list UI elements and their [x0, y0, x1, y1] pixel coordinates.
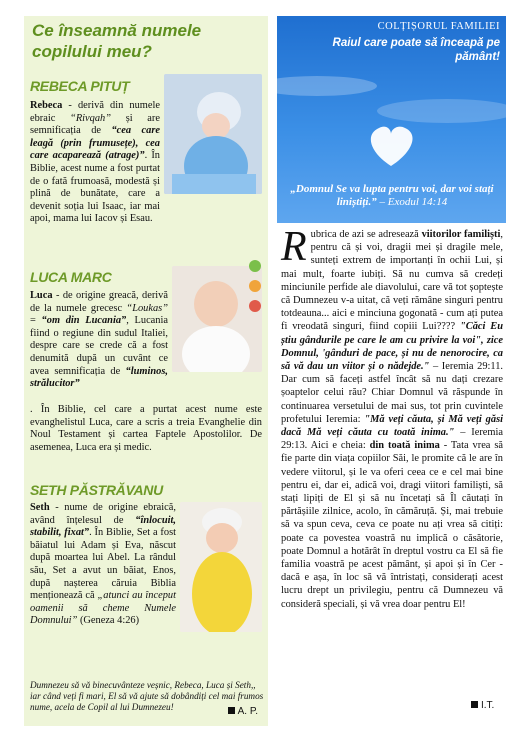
- end-square-icon: [471, 701, 478, 708]
- section-text-luca: Luca - de origine greacă, derivă de la numele grecesc “Loukas” = “om din Lucania”, Lucania fiind o regiune din sudul Italiei, despre care se crede că a fost denumită după un cuvânt ce avea semnificația de “luminos, strălucitor”: [30, 290, 168, 390]
- photo-rebeca: [164, 74, 262, 194]
- photo-seth: [180, 502, 262, 632]
- section-heading-luca: LUCA MARC: [30, 269, 112, 285]
- column-label: COLȚIȘORUL FAMILIEI: [377, 21, 500, 32]
- author-signature-left: A. P.: [228, 706, 258, 717]
- column-title: Ce înseamnă numele copilului meu?: [32, 21, 202, 61]
- toy-icon: [247, 258, 263, 318]
- section-heading-seth: SETH PĂSTRĂVANU: [30, 482, 163, 498]
- section-heading-rebeca: REBECA PITUȚ: [30, 78, 130, 94]
- sky-quote: „Domnul Se va lupta pentru voi, dar voi stați liniștiți.” – Exodul 14:14: [290, 183, 494, 208]
- blessing-note: Dumnezeu să vă binecuvânteze veșnic, Rebeca, Luca și Seth,, iar când veți fi mari, El să vă ajute să dobândiți cel mai frumos nume, acela de Copil al lui Dumnezeu!: [30, 680, 264, 712]
- drop-cap: R: [281, 224, 307, 270]
- section-text-rebeca: Rebeca - derivă din numele ebraic “Rivqah” și are semnificația de “cea care leagă (prin frumusețe), cea care acaparează (atrage)”. În Biblie, acest nume a fost purtat de o fată frumoasă, modestă și plină de bunătate, care a devenit soția lui Isaac, iar mai apoi, mama lui Iacov și Esau.: [30, 100, 160, 225]
- section-text-seth: Seth - nume de origine ebraică, având înțelesul de “înlocuit, stabilit, fixat”. În Biblie, Set a fost băiatul lui Adam și Eva, născut după moartea lui Abel. La rândul său, Set a avut un băiat, Enos, după nașterea căruia Biblia menționează că „atunci au început oamenii să cheme Numele Domnului” (Geneza 4:26): [30, 502, 176, 627]
- end-square-icon: [228, 707, 235, 714]
- sky-banner: [277, 16, 506, 223]
- author-signature-right: I.T.: [471, 700, 494, 711]
- section-text-luca-cont: . În Biblie, cel care a purtat acest nume este evanghelistul Luca, care a scris a treia Evanghelie din Noul Testament și cartea Faptele Apostolilor. De asemenea, Luca era și medic.: [30, 404, 262, 453]
- baby-photo-icon: [180, 502, 262, 632]
- article-text: Rubrica de azi se adresează viitorilor familiști, pentru că și voi, dragii mei și dragile mele, sunteți extrem de importanți în ochii Lui, și mai mult, foarte iubiți. Să nu cumva să credeți minciunile perfide ale diavolului, care vă tot șoptește că Dumnezeu v-a uitat, că veți rămâne singuri pentru totdeauna... aici e minciuna gogonată - cum ați putea fi vreodată singuri, fiind copiii Lui???? "Căci Eu știu gândurile pe care le am cu privire la voi", zice Domnul, 'gânduri de pace, și nu de nenorocire, ca să vă dau un viitor și o nădejde." – Ieremia 29:11. Dar cum să faceți astfel încât să nu dați crezare șoaptelor celui rău? Chiar Domnul vă răspunde în continuarea versetului de mai sus, tot prin cuvintele profetului Ieremia: "Mă veți căuta, și Mă veți găsi dacă Mă veți căuta cu toată inima." – Ieremia 29:13. Aici e cheia: din toată inima - Tata vrea să fie parte din viața copiilor Săi, le promite că le are în vedere viitorul, și le va oferi ceea ce e cel mai bine pentru ei, dar ei, adică voi, dragi viitori familiști, să stați lipiți de El și să nu încetați să Îl căutați în părtășiile zilnice, acolo, în cămăruță. Și, mai trebuie să va spun ceva, ceva ce poate nu ați vrea să citiți: poate ca povestea voastră nu implică o căsătorie, poate Domnul a hotărât în dreptul vostru ca El să fie familia voastră pe acest pământ, și apoi și în Cer - dacă e așa, în loc să vă întristați, considerați acest lucru drept un privilegiu, pentru că Dumnezeu vă consideră speciali, și vă vrea doar pentru El!: [281, 224, 504, 610]
- baby-photo-icon: [164, 74, 262, 194]
- names-column: [24, 16, 268, 726]
- column-subtitle: Raiul care poate să înceapă pe pământ!: [332, 37, 500, 63]
